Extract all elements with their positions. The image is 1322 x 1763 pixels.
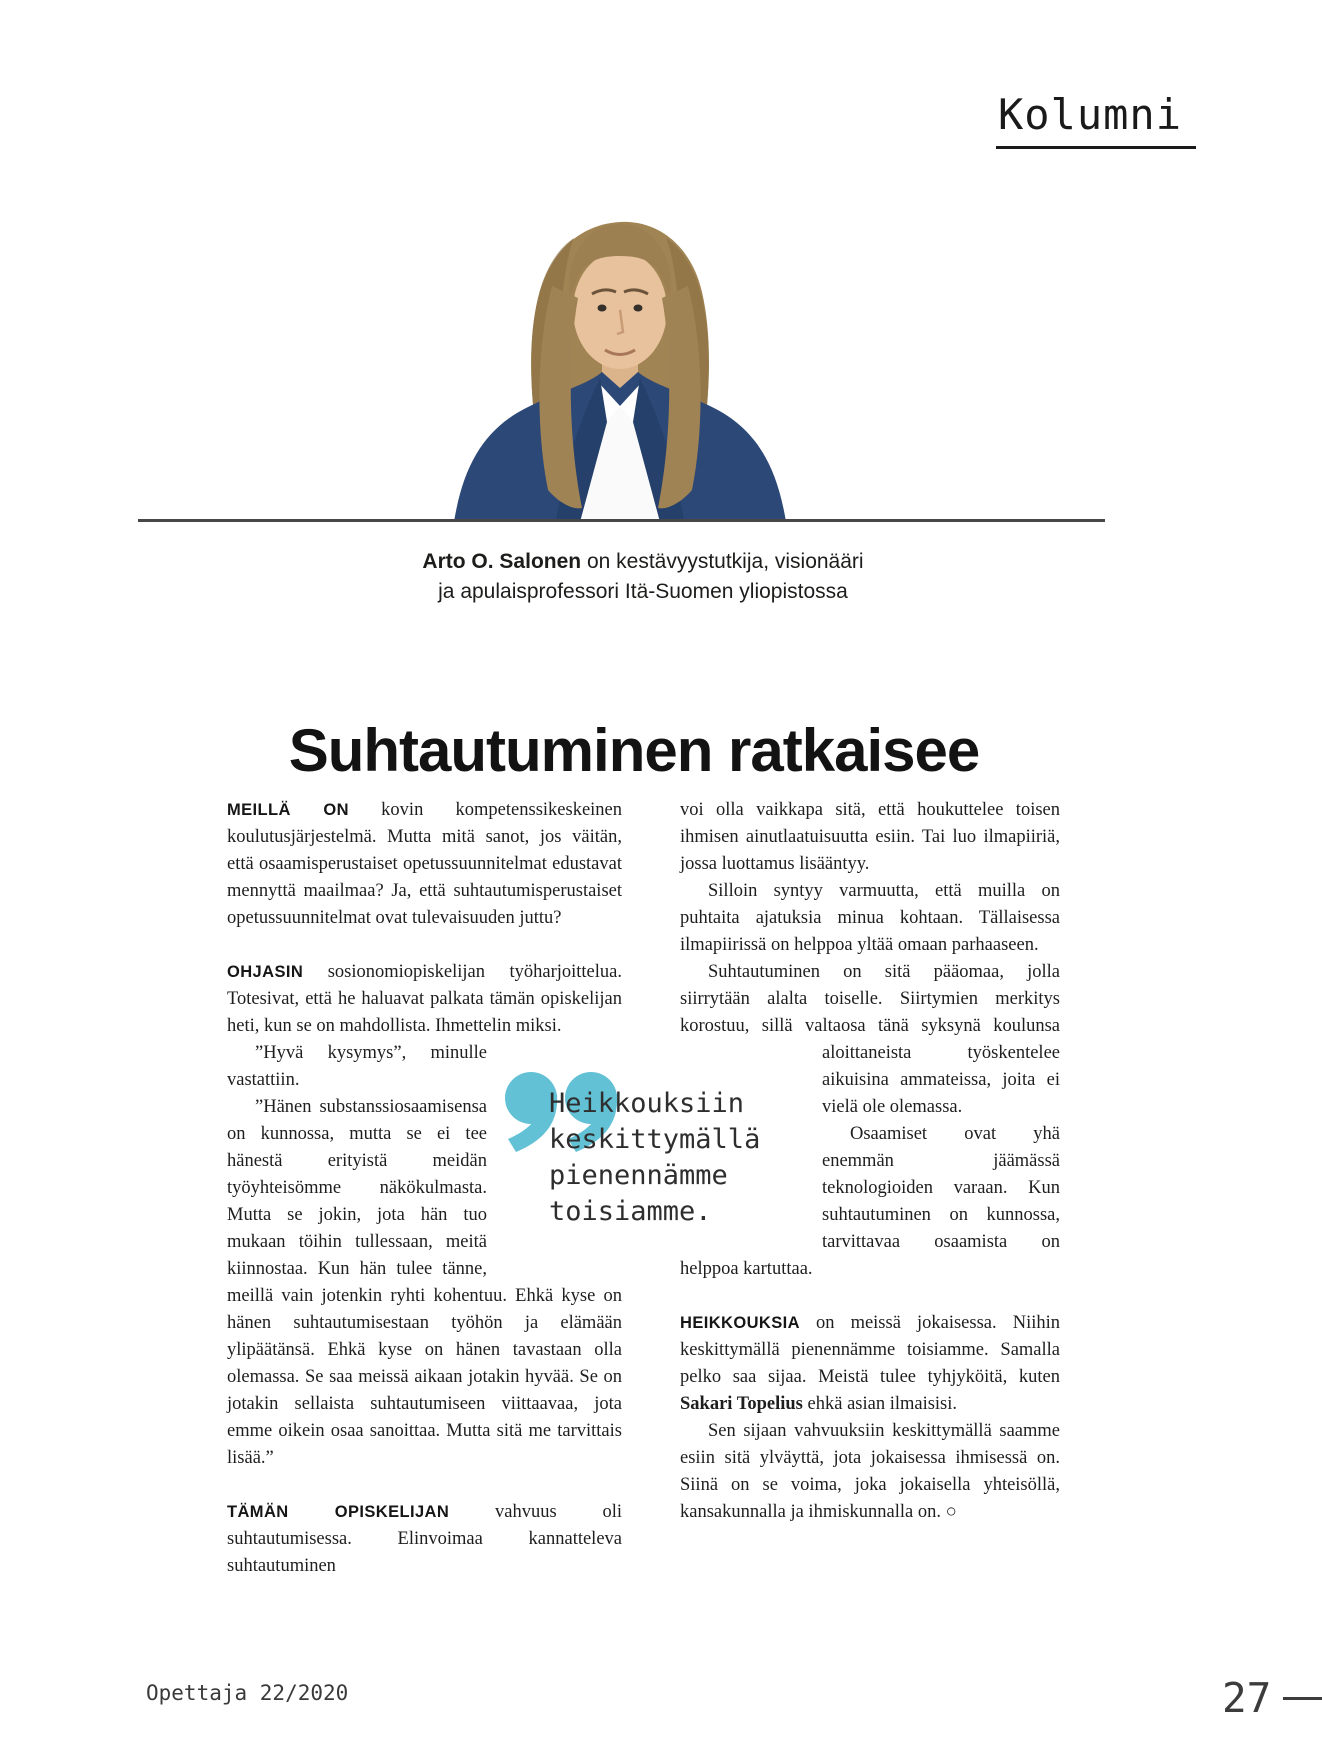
paragraph: voi olla vaikkapa sitä, että houkuttelee toisen ihmisen ainutlaatuisuutta esiin. Tai luo ilmapiiriä, jossa luottamus lisääntyy. [680, 800, 1060, 874]
article-headline: Suhtautuminen ratkaisee [288, 717, 980, 785]
paragraph: Suhtautuminen on sitä pääomaa, jolla siirrytään alalta toiselle. Siirtymien merkitys korostuu, sillä valtaosa tänä syksynä koulunsa aloittaneista työskentelee aikuisina ammateissa, joita ei vielä ole olemassa. [680, 962, 1060, 1117]
divider-rule [138, 519, 1105, 522]
pull-quote: Heikkouksiin keskittymällä pienennämme toisiamme. [549, 1088, 761, 1227]
paragraph: Silloin syntyy varmuutta, että muilla on puhtaita ajatuksia minua kohtaan. Tällaisessa ilmapiirissä on helppoa yltää omaan parhaaseen. [680, 881, 1060, 955]
footer-issue: Opettaja 22/2020 [146, 1681, 349, 1705]
page-number: 27 [1222, 1674, 1272, 1722]
paragraph: TÄMÄN OPISKELIJAN vahvuus oli suhtautumisessa. Elinvoimaa kannatteleva suhtautuminen [227, 1502, 622, 1576]
paragraph-lead: TÄMÄN OPISKELIJAN [227, 1503, 450, 1521]
paragraph: OHJASIN sosionomiopiskelijan työharjoittelua. Totesivat, että he haluavat palkata tämän opiskelijan heti, kun se on mahdollista. Ihmettelin miksi. [227, 962, 622, 1036]
paragraph-lead: MEILLÄ ON [227, 801, 349, 819]
paragraph-lead: OHJASIN [227, 963, 304, 981]
photo-caption [373, 547, 913, 607]
paragraph: ”Hyvä kysymys”, minulle vastattiin. [227, 1043, 487, 1090]
paragraph: Osaamiset ovat yhä enemmän jäämässä teknologioiden varaan. Kun suhtautuminen on kunnossa, tarvittavaa osaamista on helppoa kartuttaa. [680, 1124, 1060, 1279]
portrait-illustration [430, 198, 810, 522]
author-photo [430, 198, 810, 522]
caption-text-line1: on kestävyystutkija, visionääri [586, 550, 864, 573]
page-number-dash [1283, 1697, 1322, 1700]
author-name: Arto O. Salonen [422, 550, 582, 573]
paragraph: Sen sijaan vahvuuksiin keskittymällä saamme esiin sitä ylväyttä, jota jokaisessa ihmisessä on. Siinä on se voima, joka jokaisella yhteisöllä, kansakunnalla ja ihmiskunnalla on. ○ [680, 1421, 1060, 1522]
paragraph: MEILLÄ ON kovin kompetenssikeskeinen koulutusjärjestelmä. Mutta mitä sanot, jos väitän, että osaamisperustaiset opetussuunnitelmat edustavat mennyttä maailmaa? Ja, että suhtautumisperustaiset opetussuunnitelmat ovat tulevaisuuden juttu? [227, 800, 623, 928]
footer-page-number-group [1222, 1674, 1322, 1722]
caption-text-line2: ja apulaisprofessori Itä-Suomen yliopistossa [438, 580, 848, 603]
paragraph-lead: HEIKKOUKSIA [680, 1314, 800, 1332]
paragraph: ”Hänen substanssiosaamisensa on kunnossa, mutta se ei tee hänestä erityistä meidän työyhteisömme näkökulmasta. Mutta se jokin, jota hän tuo mukaan töihin tullessaan, meitä kiinnostaa. Kun hän tulee tänne, meillä vain jotenkin ryhti kohentuu. Ehkä kyse on hänen suhtautumisestaan työhön ja elämään ylipäätänsä. Ehkä kyse on hänen tavastaan olla olemassa. Se saa meissä aikaan jotakin hyvää. Se on jotakin sellaista suhtautumiseen viittaavaa, jota emme oikein osaa sanoittaa. Mutta sitä me tarvittais lisää.” [227, 1097, 622, 1468]
section-label: Kolumni [996, 94, 1196, 149]
paragraph: HEIKKOUKSIA on meissä jokaisessa. Niihin keskittymällä pienennämme toisiamme. Samalla pelko saa sijaa. Meistä tulee tyhjyköitä, kuten Sakari Topelius ehkä asian ilmaisisi. [680, 1313, 1060, 1414]
